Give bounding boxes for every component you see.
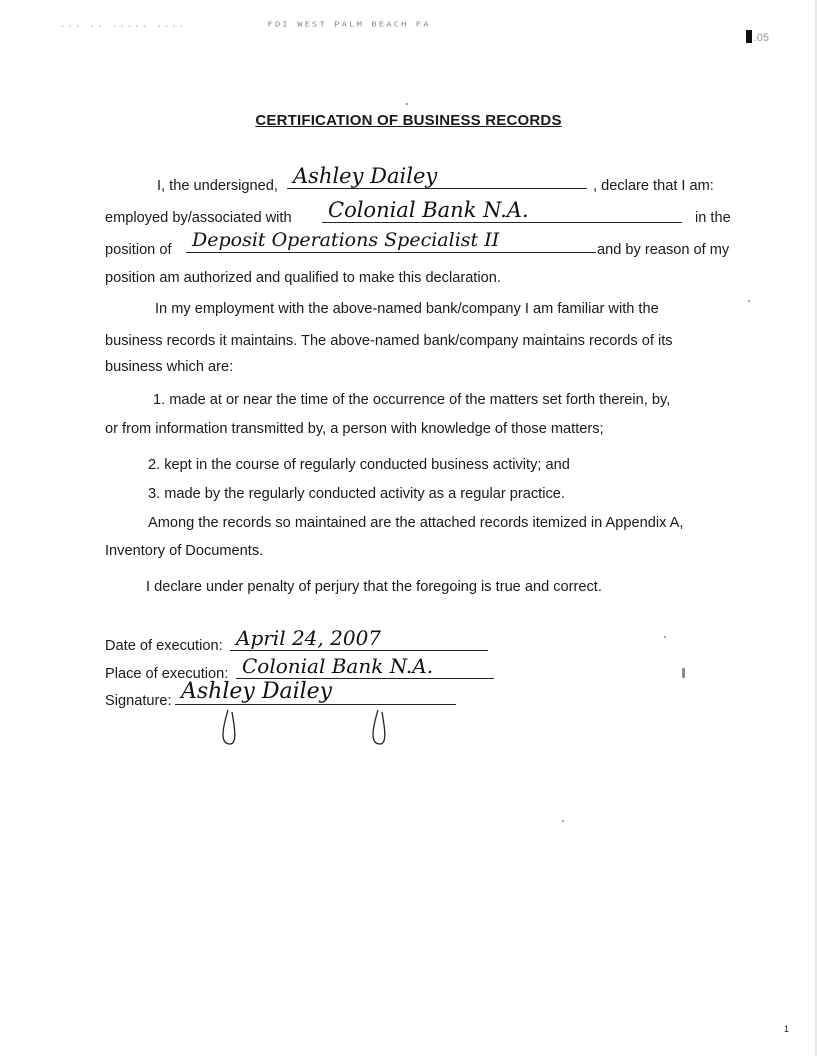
para2-line-1: In my employment with the above-named bank/company I am familiar with the (155, 301, 659, 317)
position-field: Deposit Operations Specialist II (186, 228, 596, 253)
declarant-name-field: Ashley Dailey (287, 164, 587, 189)
signature-label: Signature: (105, 693, 172, 709)
fax-page-mark-text: .05 (753, 32, 769, 44)
fax-block-icon (746, 30, 752, 43)
noise-speck (562, 820, 564, 822)
item-1-line-1: 1. made at or near the time of the occurrence of the matters set forth therein, by, (153, 392, 671, 408)
signature-loops (200, 700, 400, 748)
date-field: April 24, 2007 (230, 626, 488, 651)
among-line-2: Inventory of Documents. (105, 543, 264, 559)
decl-prefix: I, the undersigned, (157, 178, 278, 194)
item-1-line-2: or from information transmitted by, a person with knowledge of those matters; (105, 421, 604, 437)
fax-page-mark (746, 30, 769, 44)
fax-header (60, 21, 431, 29)
decl-suffix: , declare that I am: (593, 178, 714, 194)
noise-speck (748, 300, 750, 302)
page-title: CERTIFICATION OF BUSINESS RECORDS (255, 112, 562, 129)
position-prefix: position of (105, 242, 172, 258)
date-label: Date of execution: (105, 638, 223, 654)
para2-line-3: business which are: (105, 359, 234, 375)
item-2: 2. kept in the course of regularly conducted business activity; and (148, 457, 570, 473)
employer-field: Colonial Bank N.A. (322, 198, 682, 223)
para2-line-2: business records it maintains. The above-named bank/company maintains records of its (105, 333, 673, 349)
fax-date: ... .. ..... .... (60, 21, 187, 29)
employed-suffix: in the (695, 210, 731, 226)
signature-field: Ashley Dailey (175, 680, 456, 705)
noise-speck (664, 636, 666, 638)
authorized-line: position am authorized and qualified to make this declaration. (105, 270, 501, 286)
employed-prefix: employed by/associated with (105, 210, 292, 226)
position-suffix: and by reason of my (597, 242, 730, 258)
among-line-1: Among the records so maintained are the attached records itemized in Appendix A, (148, 515, 684, 531)
page-number: 1 (783, 1024, 789, 1034)
noise-speck (406, 103, 408, 105)
noise-speck (682, 668, 685, 678)
place-field: Colonial Bank N.A. (236, 654, 494, 679)
fax-sender: FDI WEST PALM BEACH FA (267, 21, 431, 29)
place-label: Place of execution: (105, 666, 229, 682)
item-3: 3. made by the regularly conducted activity as a regular practice. (148, 486, 565, 502)
perjury-statement: I declare under penalty of perjury that the foregoing is true and correct. (146, 579, 602, 595)
